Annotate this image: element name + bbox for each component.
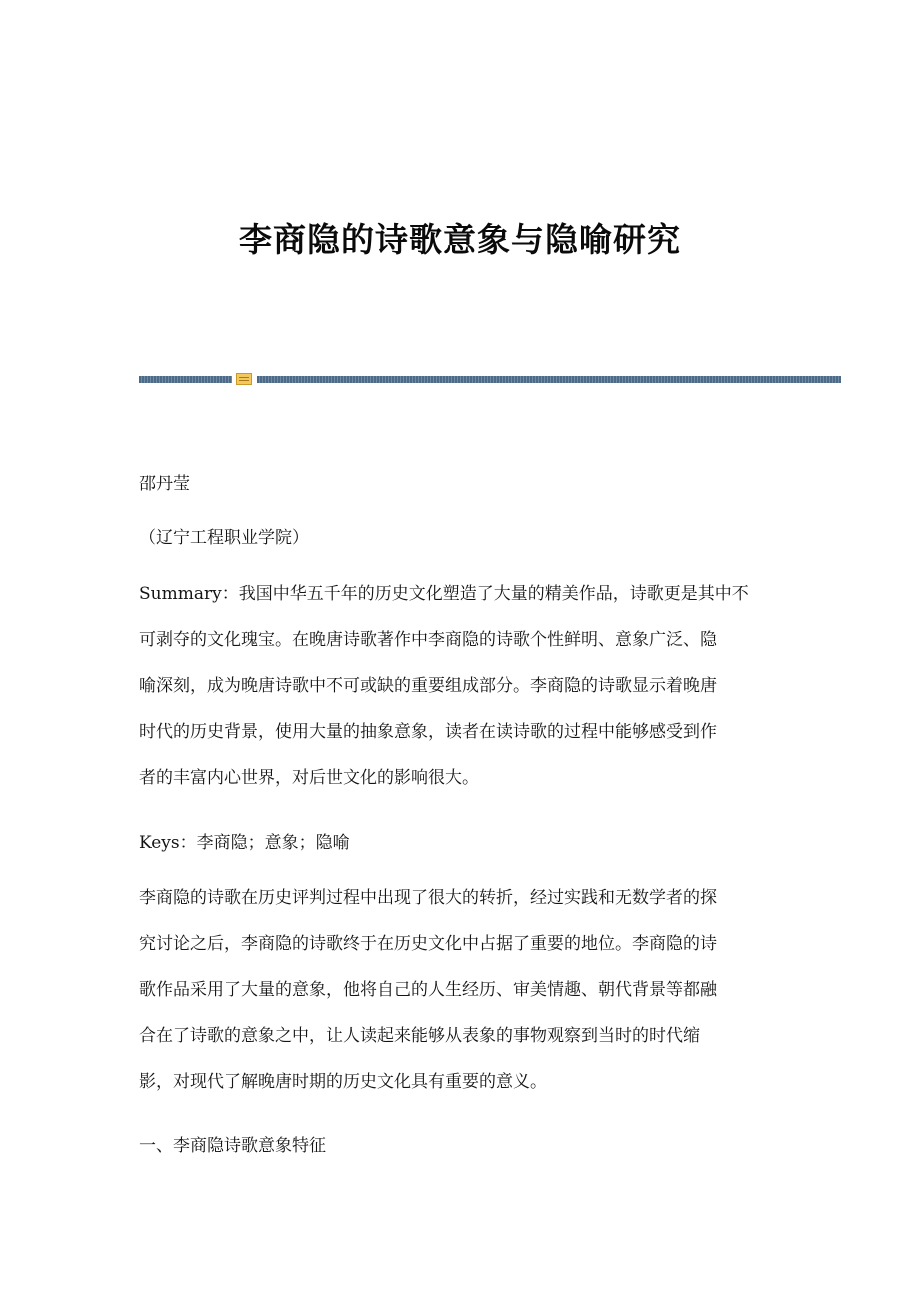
- divider-left-bar: [139, 376, 232, 383]
- intro-line: 李商隐的诗歌在历史评判过程中出现了很大的转折，经过实践和无数学者的探: [139, 888, 717, 908]
- decorative-divider: [139, 372, 841, 386]
- section-heading: 一、李商隐诗歌意象特征: [139, 1136, 326, 1156]
- summary-line: 时代的历史背景，使用大量的抽象意象，读者在读诗歌的过程中能够感受到作: [139, 722, 717, 742]
- keywords: Keys：李商隐；意象；隐喻: [139, 833, 350, 853]
- intro-line: 歌作品采用了大量的意象，他将自己的人生经历、审美情趣、朝代背景等都融: [139, 980, 717, 1000]
- intro-line: 究讨论之后，李商隐的诗歌终于在历史文化中占据了重要的地位。李商隐的诗: [139, 934, 717, 954]
- summary-line: 可剥夺的文化瑰宝。在晚唐诗歌著作中李商隐的诗歌个性鲜明、意象广泛、隐: [139, 630, 717, 650]
- summary-line: 者的丰富内心世界，对后世文化的影响很大。: [139, 768, 479, 788]
- intro-line: 影，对现代了解晚唐时期的历史文化具有重要的意义。: [139, 1072, 547, 1092]
- author-affiliation: （辽宁工程职业学院）: [139, 528, 309, 548]
- summary-paragraph: [139, 576, 789, 796]
- intro-line: 合在了诗歌的意象之中，让人读起来能够从表象的事物观察到当时的时代缩: [139, 1026, 700, 1046]
- summary-line: Summary：我国中华五千年的历史文化塑造了大量的精美作品，诗歌更是其中不: [139, 584, 749, 604]
- intro-paragraph: [139, 880, 789, 1100]
- divider-right-bar: [257, 376, 841, 383]
- summary-line: 喻深刻，成为晚唐诗歌中不可或缺的重要组成部分。李商隐的诗歌显示着晚唐: [139, 676, 717, 696]
- divider-ornament-icon: [236, 373, 252, 385]
- document-title: 李商隐的诗歌意象与隐喻研究: [239, 220, 681, 259]
- author-name: 邵丹莹: [139, 474, 190, 494]
